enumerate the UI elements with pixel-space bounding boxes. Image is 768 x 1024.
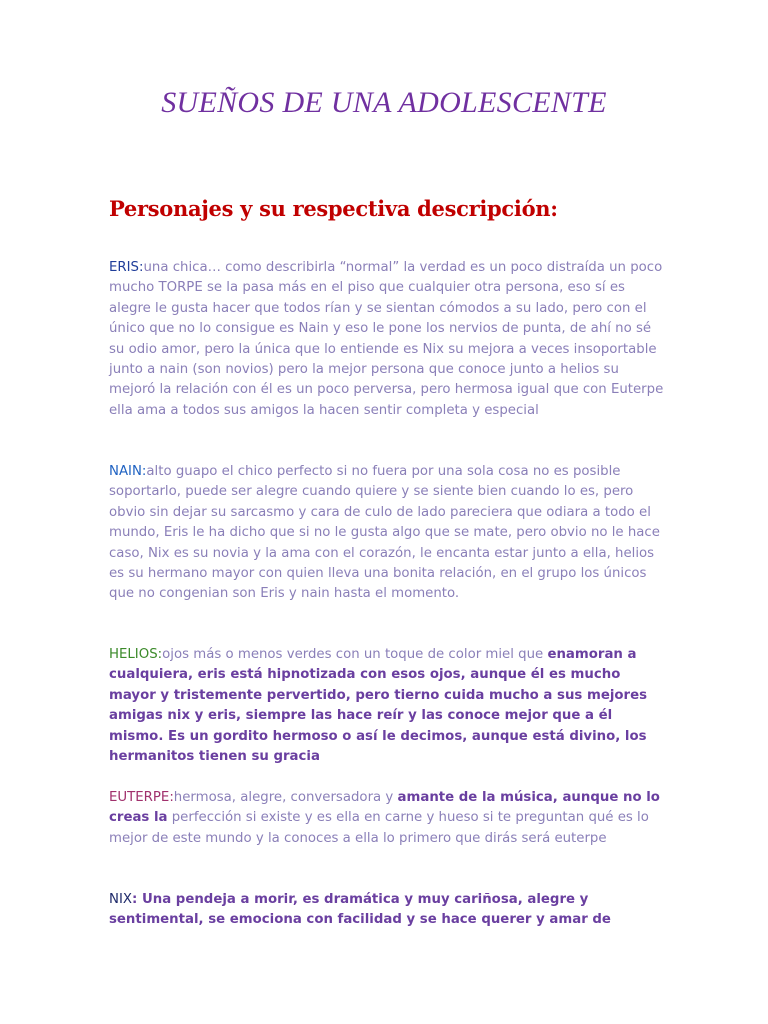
character-description-euterpe-c: perfección si existe y es ella en carne y hueso si te preguntan qué es lo mejor de este mundo y la conoces a ella lo primero que dirás será euterpe [109,810,649,846]
character-description-helios-light: ojos más o menos verdes con un toque de color miel que [162,647,544,662]
character-name-helios: HELIOS: [109,647,163,662]
character-paragraph-nix [109,890,669,931]
character-name-eris: ERIS: [109,260,144,275]
character-name-nain: NAIN: [109,464,147,479]
character-description-euterpe-b: amante de la música, aunque no lo creas la [109,790,660,826]
character-name-nix: NIX [109,892,132,907]
character-paragraph-nain [109,462,669,605]
character-description-eris: una chica… como describirla “normal” la verdad es un poco distraída un poco mucho TORPE se la pasa más en el piso que cualquier otra persona, eso sí es alegre le gusta hacer que todos rían y se sientan cómodos a su lado, pero con el único que no lo consigue es Nain y eso le pone los nervios de punta, de ahí no sé su odio amor, pero la única que lo entiende es Nix su mejora a veces insoportable junto a nain (son novios) pero la mejor persona que conoce junto a helios su mejoró la relación con él es un poco perversa, pero hermosa igual que con Euterpe ella ama a todos sus amigos la hacen sentir completa y especial [109,260,664,418]
character-paragraph-euterpe [109,788,669,849]
document-title: SUEÑOS DE UNA ADOLESCENTE [161,86,607,119]
character-paragraph-eris [109,258,669,421]
character-name-nix-colon: : [131,892,138,907]
character-description-nain: alto guapo el chico perfecto si no fuera por una sola cosa no es posible soportarlo, puede ser alegre cuando quiere y se siente bien cuando lo es, pero obvio sin dejar su sarcasmo y cara de culo de lado pareciera que odiara a todo el mundo, Eris le ha dicho que si no le gusta algo que se mate, pero obvio no le hace caso, Nix es su novia y la ama con el corazón, le encanta estar junto a ella, helios es su hermano mayor con quien lleva una bonita relación, en el grupo los únicos que no congenian son Eris y nain hasta el momento. [109,464,660,602]
character-paragraph-helios [109,645,669,767]
character-description-helios-bold: enamoran a cualquiera, eris está hipnotizada con esos ojos, aunque él es mucho mayor y tristemente pervertido, pero tierno cuida mucho a sus mejores amigas nix y eris, siempre las hace reír y las conoce mejor que a él mismo. Es un gordito hermoso o así le decimos, aunque está divino, los hermanitos tienen su gracia [109,647,648,765]
character-description-nix: Una pendeja a morir, es dramática y muy cariñosa, alegre y sentimental, se emociona con facilidad y se hace querer y amar de [109,892,611,928]
character-description-euterpe-a: hermosa, alegre, conversadora y [173,790,398,805]
character-name-euterpe: EUTERPE: [109,790,174,805]
section-heading: Personajes y su respectiva descripción: [109,196,558,221]
